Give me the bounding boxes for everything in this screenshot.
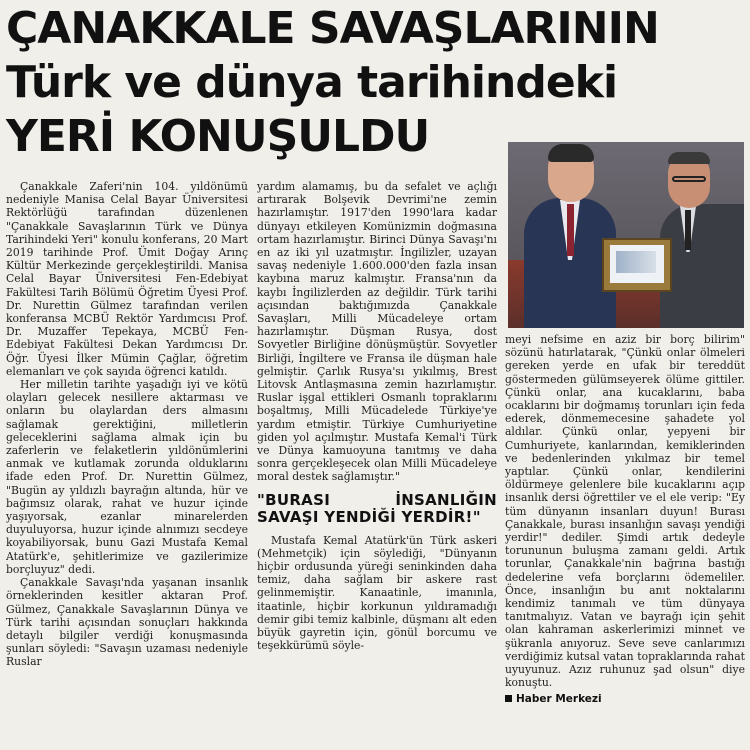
- paragraph: Her milletin tarihte yaşadığı iyi ve kötü olayları gelecek nesillere aktarması ve onların bu olaylardan ders almasını sağlamak gerektiğini, milletlerin geleceklerini sağlama almak için bu zaferlerin ve felaketlerin yıldönümlerini anmak ve kutlamak zorunda olduklarını ifade eden Prof. Dr. Nurettin Gülmez, "Bugün ay yıldızlı bayrağın altında, hür ve bağımsız olarak, rahat ve huzur içinde yaşıyorsak, ezanlar minarelerden duyuluyorsa, huzur içinde alnımızı secdeye koyabiliyorsak, bunu Gazi Mustafa Kemal Atatürk'e, şehitlerimize ve gazilerimize borçluyuz" dedi.: [6, 378, 248, 576]
- square-bullet-icon: [505, 695, 512, 702]
- byline: [505, 693, 745, 706]
- headline-line-3: YERİ KONUŞULDU: [6, 111, 430, 162]
- paragraph: Mustafa Kemal Atatürk'ün Türk askeri (Mehmetçik) için söylediği, "Dünyanın hiçbir ordusunda yüreği seninkinden daha temiz, daha sağlam bir askere rast gelinmemiştir. Kanaatinle, imanınla, itaatinle, hiçbir korkunun yıldıramadığı demir gibi temiz kalbinle, düşmanı alt eden büyük gayretin için, gönül borcumu ve teşekkürümü söyle-: [257, 533, 497, 653]
- article-column-3: [505, 333, 745, 707]
- byline-text: Haber Merkezi: [516, 693, 602, 706]
- paragraph: yardım alamamış, bu da sefalet ve açlığı artırarak Bolşevik Devrimi'ne zemin hazırlamıştır. 1917'den 1990'lara kadar dünyayı etkileyen Komünizmin doğmasına ortam hazırlamıştır. Birinci Dünya Savaşı'nı en az iki yıl uzatmıştır. İngilizler, uzayan savaş nedeniyle 1.600.000'den fazla insan kaybına maruz kalmıştır. Fransa'nın da kaybı İngilizlerden az değildir. Türk tarihi açısından baktığımızda Çanakkale Savaşları, Milli Mücadeleye ortam hazırlamıştır. Düşman Rusya, dost Sovyetler Birliğine dönüşmüştür. Sovyetler Birliği, İngiltere ve Fransa ile düşman hale gelmiştir. Çarlık Rusya'sı yıkılmış, Brest Litovsk Antlaşmasına zemin hazırlamıştır. Ruslar işgal ettikleri Osmanlı topraklarını boşaltmış, Milli Mücadelede Türkiye'ye yardım etmiştir. Türkiye Cumhuriyetine giden yol açılmıştır. Mustafa Kemal'i Türk ve Dünya kamuoyuna tanıtmış ve daha sonra gerçekleşecek olan Milli Mücadeleye moral destek sağlamıştır.": [257, 180, 497, 484]
- article-column-1: [6, 180, 248, 669]
- subheading: "BURASI İNSANLIĞIN SAVAŞI YENDİĞİ YERDİR!": [257, 490, 497, 526]
- ceremony-photo-icon: [508, 142, 744, 328]
- paragraph: Çanakkale Savaşı'nda yaşanan insanlık örneklerinden kesitler aktaran Prof. Gülmez, Çanakkale Savaşlarının Dünya ve Türk tarihi açısından sonuçları hakkında detaylı bilgiler verdiği konuşmasında şunları söyledi: "Savaşın uzaması nedeniyle Ruslar: [6, 576, 248, 669]
- article-column-2: [257, 180, 497, 653]
- headline-line-2: Türk ve dünya tarihindeki: [6, 57, 618, 108]
- headline: [6, 2, 746, 164]
- person-right: [660, 204, 744, 328]
- paragraph: Çanakkale Zaferi'nin 104. yıldönümü nedeniyle Manisa Celal Bayar Üniversitesi Rektörlüğü tarafından düzenlenen "Çanakkale Savaşlarının Türk ve Dünya Tarihindeki Yeri" konulu konferans, 20 Mart 2019 tarihinde Prof. Ümit Doğay Arınç Kültür Merkezinde gerçekleştirildi. Manisa Celal Bayar Üniversitesi Fen-Edebiyat Fakültesi Tarih Bölümü Öğretim Üyesi Prof. Dr. Nurettin Gülmez tarafından verilen konferansa MCBÜ Rektör Yardımcısı Prof. Dr. Muzaffer Tepekaya, MCBÜ Fen-Edebiyat Fakültesi Dekan Yardımcısı Dr. Öğr. Üyesi İlker Mümin Çağlar, öğretim elemanları ve çok sayıda öğrenci katıldı.: [6, 180, 248, 378]
- paragraph: meyi nefsime en aziz bir borç bilirim" sözünü hatırlatarak, "Çünkü onlar ölmeleri gereken yerde en ufak bir tereddüt göstermeden gülümseyerek ölüme gittiler. Çünkü onlar, ana kucaklarını, baba ocaklarını bir doğmamış torunları için feda ederek, dönmemecesine şahadete yol aldılar. Çünkü onlar, yepyeni bir Cumhuriyete, kanlarından, kemiklerinden ve bedenlerinden yıkılmaz bir temel yaptılar. Çünkü onlar, kendilerini öldürmeye gelenlere bile kucaklarını açıp insanlık dersi öğrettiler ve el ele verip: "Ey tüm dünyanın insanları duyun! Burası Çanakkale, burası insanlığın savaşı yendiği yerdir!" dediler. Şimdi artık dedeyle torununun buluşma zamanı geldi. Artık torunlar, Çanakkale'nin bağrına bastığı dedelerine vefa borçlarını ödemeliler. Önce, insanlığın bu anıt noktalarını kendimiz tanımalı ve tüm dünyaya tanıtmalıyız. Vatan ve bayrağı için şehit olan kahraman askerlerimizi minnet ve şükranla anıyoruz. Seve seve canlarımızı verdiğimiz kutsal vatan topraklarında rahat uyuyunuz. Azız ruhunuz şad olsun" diye konuştu.: [505, 333, 745, 690]
- headline-line-1: ÇANAKKALE SAVAŞLARININ: [6, 3, 659, 54]
